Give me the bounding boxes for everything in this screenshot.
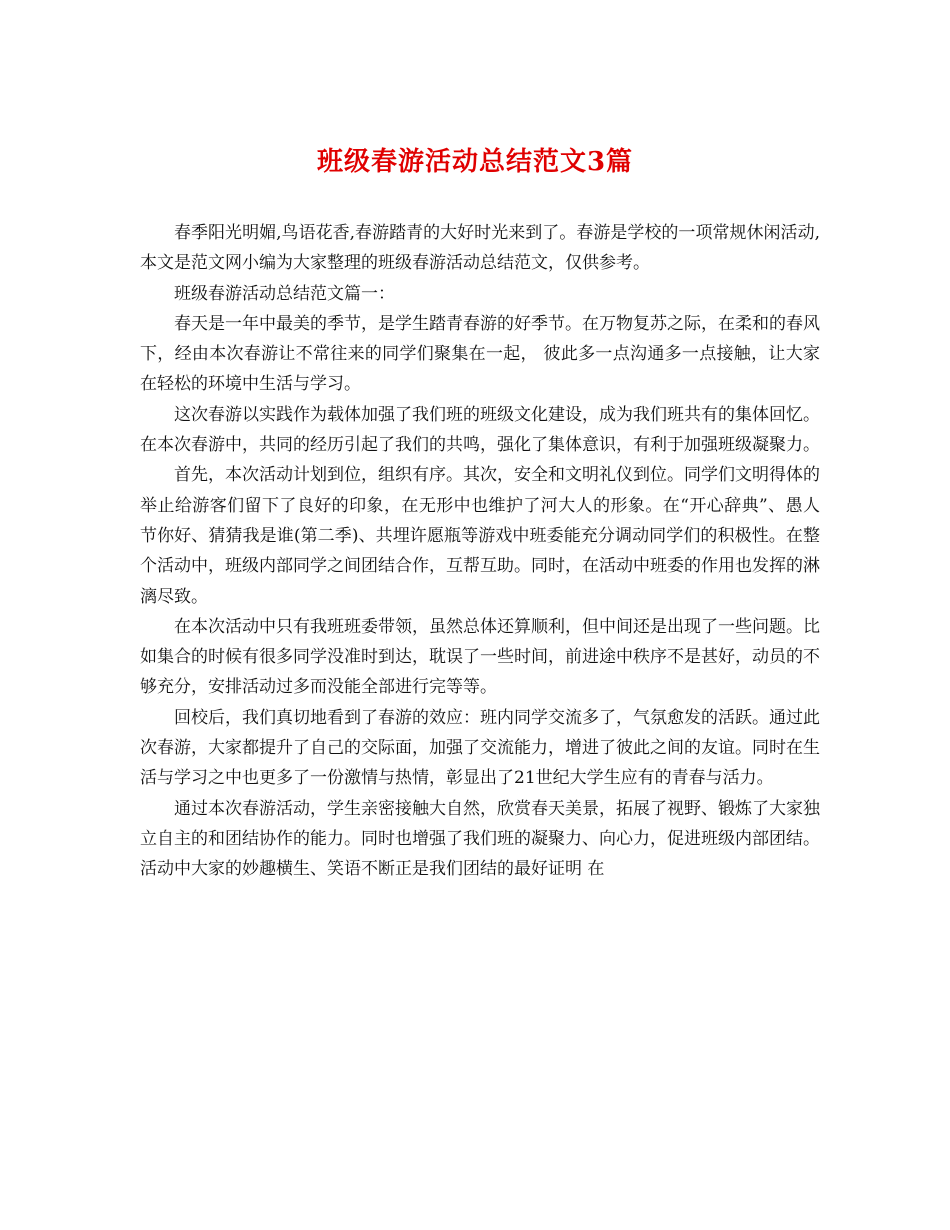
paragraph-intro: 春季阳光明媚,鸟语花香,春游踏青的大好时光来到了。春游是学校的一项常规休闲活动,本文是范文网小编为大家整理的班级春游活动总结范文，仅供参考。 [140,223,820,274]
section-heading-1: 班级春游活动总结范文篇一： [174,283,395,304]
paragraph-culture: 这次春游以实践作为载体加强了我们班的班级文化建设，成为我们班共有的集体回忆。在本次春游中，共同的经历引起了我们的共鸣，强化了集体意识，有利于加强班级凝聚力。 [140,404,820,456]
paragraph-organization: 首先，本次活动计划到位，组织有序。其次，安全和文明礼仪到位。同学们文明得体的举止给游客们留下了良好的印象，在无形中也维护了河大人的形象。在“开心辞典”、愚人节你好、猜猜我是谁(第二季)、共埋许愿瓶等游戏中班委能充分调动同学们的积极性。在整个活动中，班级内部同学之间团结合作，互帮互助。同时，在活动中班委的作用也发挥的淋漓尽致。 [140,465,820,607]
paragraph-conclusion: 通过本次春游活动，学生亲密接触大自然，欣赏春天美景，拓展了视野、锻炼了大家独立自主的和团结协作的能力。同时也增强了我们班的凝聚力、向心力，促进班级内部团结。活动中大家的妙趣横生、笑语不断正是我们团结的最好证明 在 [140,798,820,880]
document-body [140,218,820,885]
paragraph-effects: 回校后，我们真切地看到了春游的效应：班内同学交流多了，气氛愈发的活跃。通过此次春游，大家都提升了自己的交际面，加强了交流能力，增进了彼此之间的友谊。同时在生活与学习之中也更多了一份激情与热情，彰显出了21世纪大学生应有的青春与活力。 [140,707,820,789]
paragraph-problems: 在本次活动中只有我班班委带领，虽然总体还算顺利，但中间还是出现了一些问题。比如集合的时候有很多同学没准时到达，耽误了一些时间，前进途中秩序不是甚好，动员的不够充分，安排活动过多而没能全部进行完等等。 [140,616,820,698]
paragraph-spring: 春天是一年中最美的季节，是学生踏青春游的好季节。在万物复苏之际，在柔和的春风下，经由本次春游让不常往来的同学们聚集在一起， 彼此多一点沟通多一点接触，让大家在轻松的环境中生活与学习。 [140,313,820,395]
document-title: 班级春游活动总结范文3篇 [316,147,634,177]
